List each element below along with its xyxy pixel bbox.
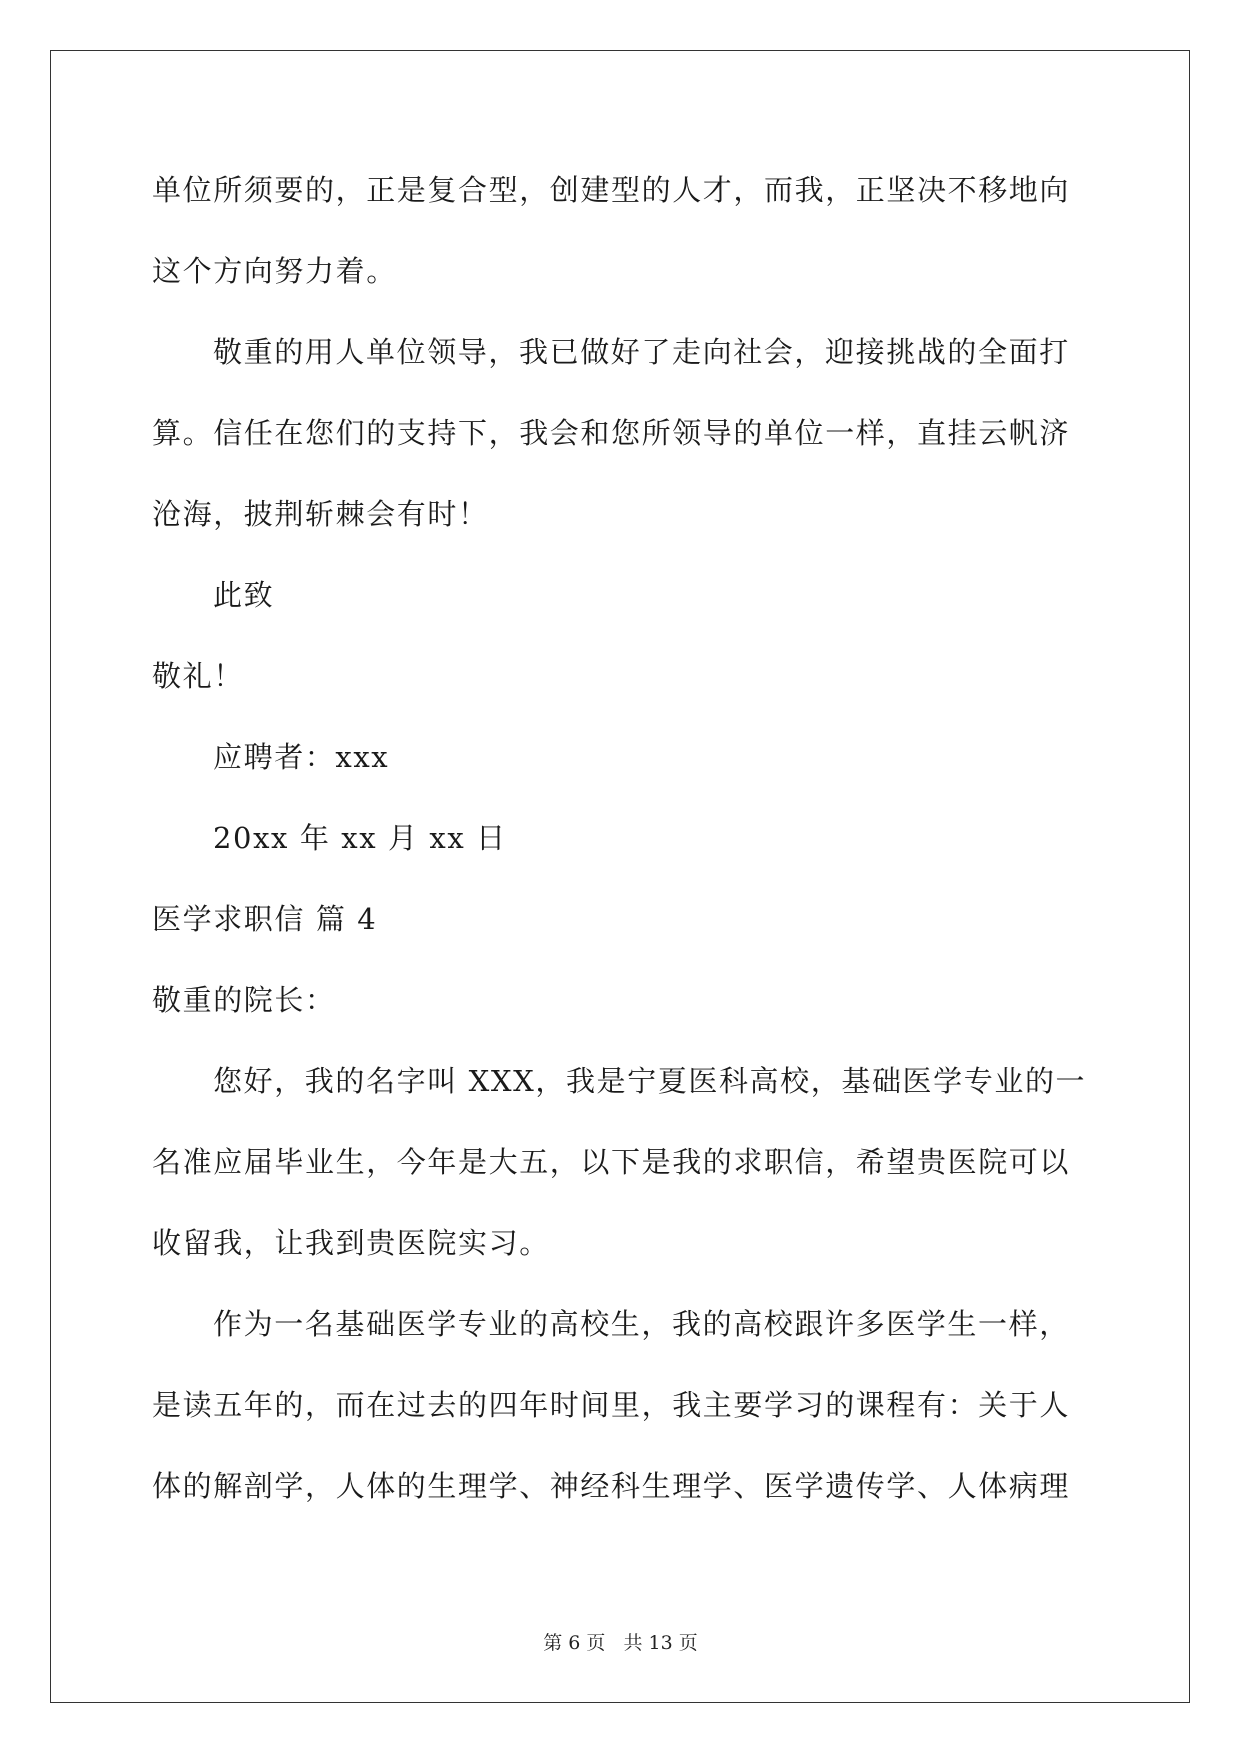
paragraph-line: 是读五年的，而在过去的四年时间里，我主要学习的课程有：关于人 (152, 1388, 1071, 1422)
page-total: 共 13 页 (623, 1632, 698, 1654)
paragraph-line: 名准应届毕业生，今年是大五，以下是我的求职信，希望贵医院可以 (152, 1145, 1071, 1179)
paragraph-line: 敬重的用人单位领导，我已做好了走向社会，迎接挑战的全面打 (213, 335, 1070, 369)
paragraph-line: 单位所须要的，正是复合型，创建型的人才，而我，正坚决不移地向 (152, 173, 1071, 207)
paragraph-line: 体的解剖学，人体的生理学、神经科生理学、医学遗传学、人体病理 (152, 1469, 1071, 1503)
closing-jing-li: 敬礼！ (152, 659, 244, 693)
salutation: 敬重的院长： (152, 983, 336, 1017)
paragraph-line: 沧海，披荆斩棘会有时！ (152, 497, 489, 531)
page-footer (0, 1628, 1241, 1655)
document-body (152, 160, 1092, 1537)
closing-ci-zhi: 此致 (213, 578, 275, 612)
paragraph-line: 作为一名基础医学专业的高校生，我的高校跟许多医学生一样， (213, 1307, 1070, 1341)
letter-date: 20xx 年 xx 月 xx 日 (213, 821, 507, 855)
section-title: 医学求职信 篇 4 (152, 902, 378, 936)
applicant-signature: 应聘者：xxx (213, 740, 390, 774)
paragraph-line: 这个方向努力着。 (152, 254, 397, 288)
page-number: 第 6 页 (543, 1632, 606, 1654)
paragraph-line: 您好，我的名字叫 XXX，我是宁夏医科高校，基础医学专业的一 (213, 1064, 1087, 1098)
paragraph-line: 收留我，让我到贵医院实习。 (152, 1226, 550, 1260)
paragraph-line: 算。信任在您们的支持下，我会和您所领导的单位一样，直挂云帆济 (152, 416, 1071, 450)
